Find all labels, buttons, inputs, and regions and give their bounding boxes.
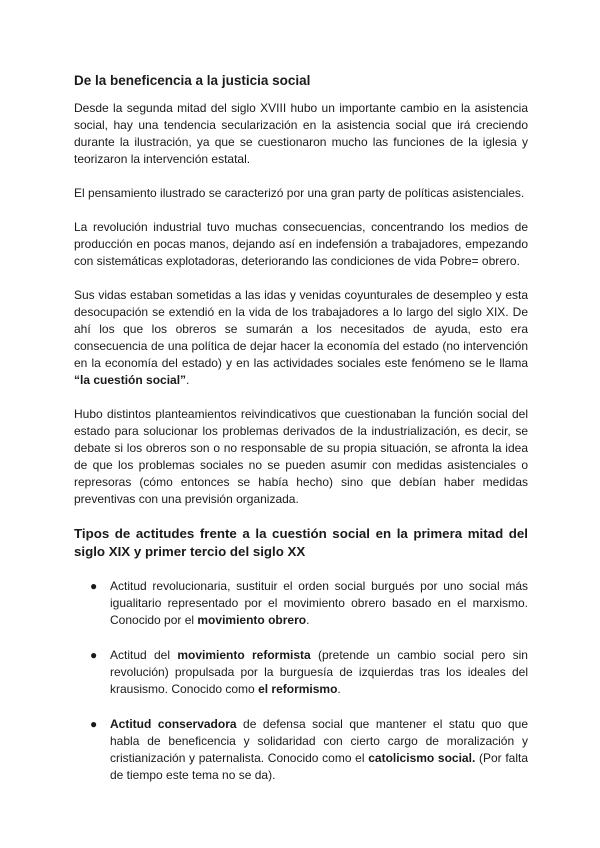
paragraph-4 bbox=[74, 287, 528, 389]
list-item-bold: movimiento obrero bbox=[197, 613, 307, 627]
list-item-bold-2: catolicismo social. bbox=[368, 751, 476, 765]
document-page bbox=[74, 72, 528, 802]
cuestion-social-term: “la cuestión social” bbox=[74, 373, 187, 387]
paragraph-3: La revolución industrial tuvo muchas consecuencias, concentrando los medios de producción en pocas manos, dejando así en indefensión a trabajadores, empezando con sistemáticas explotadoras, deteriorando las condiciones de vida Pobre= obrero. bbox=[74, 220, 528, 268]
list-item-text-end: . bbox=[337, 682, 341, 696]
section-subtitle: Tipos de actitudes frente a la cuestión social en la primera mitad del siglo XIX y primer tercio del siglo XX bbox=[74, 526, 528, 559]
list-item-text-mid: (pretende un cambio social pero sin revolución) propulsada por la burguesía de izquierdas tras los ideales del krausismo. Conocido como bbox=[110, 648, 528, 696]
bullet-icon: ● bbox=[90, 579, 98, 593]
paragraph-2: El pensamiento ilustrado se caracterizó por una gran party de políticas asistenciales. bbox=[74, 186, 525, 200]
list-item-bold-2: el reformismo bbox=[258, 682, 338, 696]
list-item-bold: movimiento reformista bbox=[177, 648, 311, 662]
bullet-icon: ● bbox=[90, 648, 98, 662]
list-item-text-end: (Por falta de tiempo este tema no se da). bbox=[110, 751, 528, 782]
list-item-conservadora bbox=[74, 716, 528, 784]
paragraph-4-text: Sus vidas estaban sometidas a las idas y venidas coyunturales de desempleo y esta desocupación se extendió en la vida de los trabajadores a lo largo del siglo XIX. De ahí los que los obreros se sumarán a los necesitados de ayuda, esto era consecuencia de una política de dejar hacer la economía del estado (no intervención en la economía del estado) y en las actividades sociales este fenómeno se le llama bbox=[74, 288, 528, 370]
document-title: De la beneficencia a la justicia social bbox=[74, 73, 311, 88]
list-item-text: Actitud revolucionaria, sustituir el orden social burgués por uno social más igualitario representado por el movimiento obrero basado en el marxismo. Conocido por el bbox=[110, 579, 528, 627]
attitudes-list bbox=[74, 578, 528, 784]
list-item-text: Actitud del bbox=[110, 648, 178, 662]
paragraph-5: Hubo distintos planteamientos reivindicativos que cuestionaban la función social del estado para solucionar los problemas derivados de la industrialización, es decir, se debate si los obreros son o no responsable de su propia situación, se afronta la idea de que los problemas sociales no se pueden asumir con medidas asistenciales o represoras (cómo entonces se había hecho) sino que debían haber medidas preventivas con una previsión organizada. bbox=[74, 407, 528, 506]
list-item-revolucionaria bbox=[74, 578, 528, 629]
list-item-bold: Actitud conservadora bbox=[110, 717, 237, 731]
list-item-reformista bbox=[74, 647, 528, 698]
paragraph-1: Desde la segunda mitad del siglo XVIII hubo un importante cambio en la asistencia social, hay una tendencia secularización en la asistencia social que irá creciendo durante la ilustración, ya que se cuestionaron mucho las funciones de la iglesia y teorizaron la intervención estatal. bbox=[74, 101, 528, 166]
list-item-text-mid: de defensa social que mantener el statu quo que habla de beneficencia y solidaridad con cierto cargo de moralización y cristianización y paternalista. Conocido como el bbox=[110, 717, 528, 765]
bullet-icon: ● bbox=[90, 717, 98, 731]
paragraph-4-end: . bbox=[186, 373, 190, 387]
list-item-text-end: . bbox=[306, 613, 310, 627]
